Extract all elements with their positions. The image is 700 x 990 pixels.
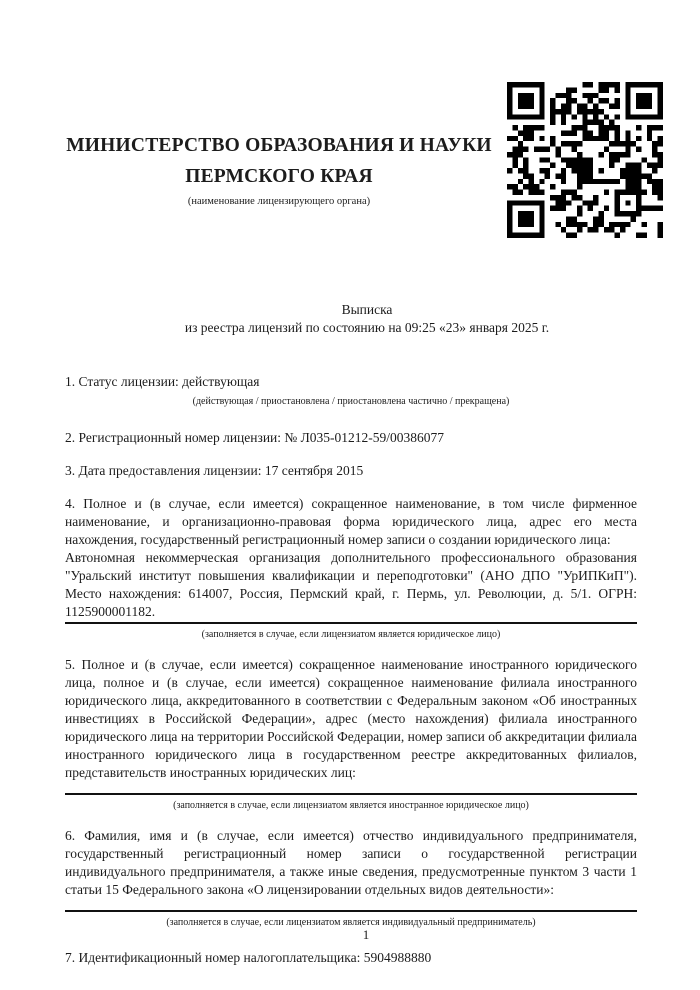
fill-line [65, 793, 637, 795]
fill-line [65, 622, 637, 624]
org-name [65, 130, 493, 192]
item-taxpayer-number-text: 7. Идентификационный номер налогоплательщика: 5904988880 [65, 950, 432, 965]
qr-code-icon [507, 82, 663, 238]
item-license-date-text: 3. Дата предоставления лицензии: 17 сентября 2015 [65, 463, 364, 478]
item-legal-entity-text: 4. Полное и (в случае, если имеется) сокращенное наименование, в том числе фирменное наименование, и организационно-правовая форма юридического лица, адрес его места нахождения, государственный регистрационный номер записи о создании юридического лица: [65, 496, 637, 547]
licensing-authority-header [65, 130, 493, 209]
item-license-date [65, 462, 637, 480]
org-name-line2: ПЕРМСКОГО КРАЯ [185, 166, 373, 187]
org-name-caption: (наименование лицензирующего органа) [187, 196, 371, 207]
item-individual-entrepreneur-text: 6. Фамилия, имя и (в случае, если имеется) отчество индивидуального предпринимателя, государственный регистрационный номер записи о государственной регистрации индивидуального предпринимателя, а также иные сведения, предусмотренные пунктом 3 части 1 статьи 15 Федерального закона «О лицензировании отдельных видов деятельности»: [65, 828, 637, 897]
document-title-line2: из реестра лицензий по состоянию на 09:25 «23» января 2025 г. [184, 320, 550, 335]
fill-line [65, 910, 637, 912]
qr-code-image [507, 82, 663, 238]
item-legal-entity-note: (заполняется в случае, если лицензиатом является юридическое лицо) [201, 629, 501, 640]
item-legal-entity [65, 495, 637, 641]
document-title-line1: Выписка [341, 302, 393, 317]
item-license-status-note: (действующая / приостановлена / приостановлена частично / прекращена) [192, 396, 510, 407]
item-legal-entity-value: Автономная некоммерческая организация дополнительного профессионального образования "Уральский институт повышения квалификации и переподготовки" (АНО ДПО "УрИПКиП"). Место нахождения: 614007, Россия, Пермский край, г. Пермь, ул. Революции, д. 5/1. ОГРН: 1125900001182. [65, 550, 637, 619]
page-number: 1 [362, 927, 370, 942]
item-registration-number-text: 2. Регистрационный номер лицензии: № Л035-01212-59/00386077 [65, 430, 445, 445]
item-license-status [65, 373, 637, 408]
item-foreign-entity-text: 5. Полное и (в случае, если имеется) сокращенное наименование иностранного юридического лица, полное и (в случае, если имеется) сокращенное наименование филиала иностранного юридического лица, аккредитованного в соответствии с Федеральным законом «Об иностранных инвестициях в Российской Федерации», адрес (место нахождения) филиала иностранного юридического лица на территории Российской Федерации, номер записи об аккредитации филиала иностранного юридического лица в государственном реестре аккредитованных филиалов, представительств иностранных юридических лиц: [65, 657, 637, 780]
document-title [65, 301, 637, 337]
item-individual-entrepreneur-note: (заполняется в случае, если лицензиатом является индивидуальный предприниматель) [166, 917, 536, 928]
org-name-line1: МИНИСТЕРСТВО ОБРАЗОВАНИЯ И НАУКИ [66, 135, 492, 156]
license-items [65, 373, 637, 967]
item-foreign-entity [65, 656, 637, 812]
item-foreign-entity-note: (заполняется в случае, если лицензиатом является иностранное юридическое лицо) [173, 800, 529, 811]
item-individual-entrepreneur [65, 827, 637, 929]
item-taxpayer-number [65, 949, 637, 967]
item-registration-number [65, 429, 637, 447]
item-license-status-text: 1. Статус лицензии: действующая [65, 374, 260, 389]
